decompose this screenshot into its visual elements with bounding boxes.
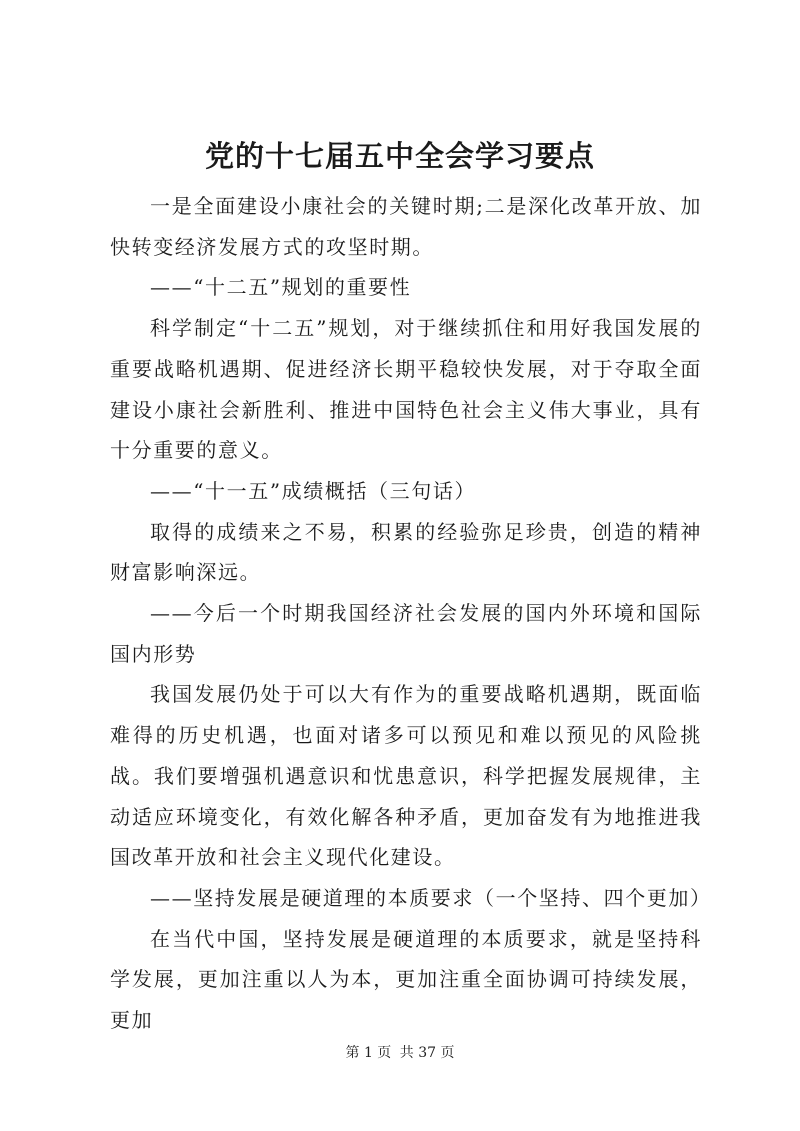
section-heading: ——“十二五”规划的重要性	[150, 275, 412, 300]
paragraph: 取得的成绩来之不易，积累的经验弥足珍贵，创造的精神财富影响深远。	[110, 519, 702, 585]
paragraph: 科学制定“十二五”规划，对于继续抓住和用好我国发展的重要战略机遇期、促进经济长期平稳较快发展，对于夺取全面建设小康社会新胜利、推进中国特色社会主义伟大事业，具有十分重要的意义。	[110, 316, 702, 463]
section-heading: ——坚持发展是硬道理的本质要求（一个坚持、四个更加）	[150, 885, 712, 910]
document-body	[110, 186, 712, 1041]
section-heading: ——“十一五”成绩概括（三句话）	[150, 478, 477, 503]
page-number: 第 1 页	[345, 1045, 392, 1061]
page-title: 党的十七届五中全会学习要点	[204, 139, 595, 173]
page-total: 共 37 页	[399, 1045, 455, 1061]
paragraph: 在当代中国，坚持发展是硬道理的本质要求，就是坚持科学发展，更加注重以人为本，更加注重全面协调可持续发展，更加	[110, 926, 702, 1033]
section-heading: ——今后一个时期我国经济社会发展的国内外环境和国际国内形势	[110, 601, 702, 666]
paragraph: 我国发展仍处于可以大有作为的重要战略机遇期，既面临难得的历史机遇，也面对诸多可以预见和难以预见的风险挑战。我们要增强机遇意识和忧患意识，科学把握发展规律，主动适应环境变化，有效化解各种矛盾，更加奋发有为地推进我国改革开放和社会主义现代化建设。	[110, 682, 702, 870]
paragraph: 一是全面建设小康社会的关键时期;二是深化改革开放、加快转变经济发展方式的攻坚时期。	[110, 194, 702, 259]
page-footer	[0, 1043, 800, 1063]
